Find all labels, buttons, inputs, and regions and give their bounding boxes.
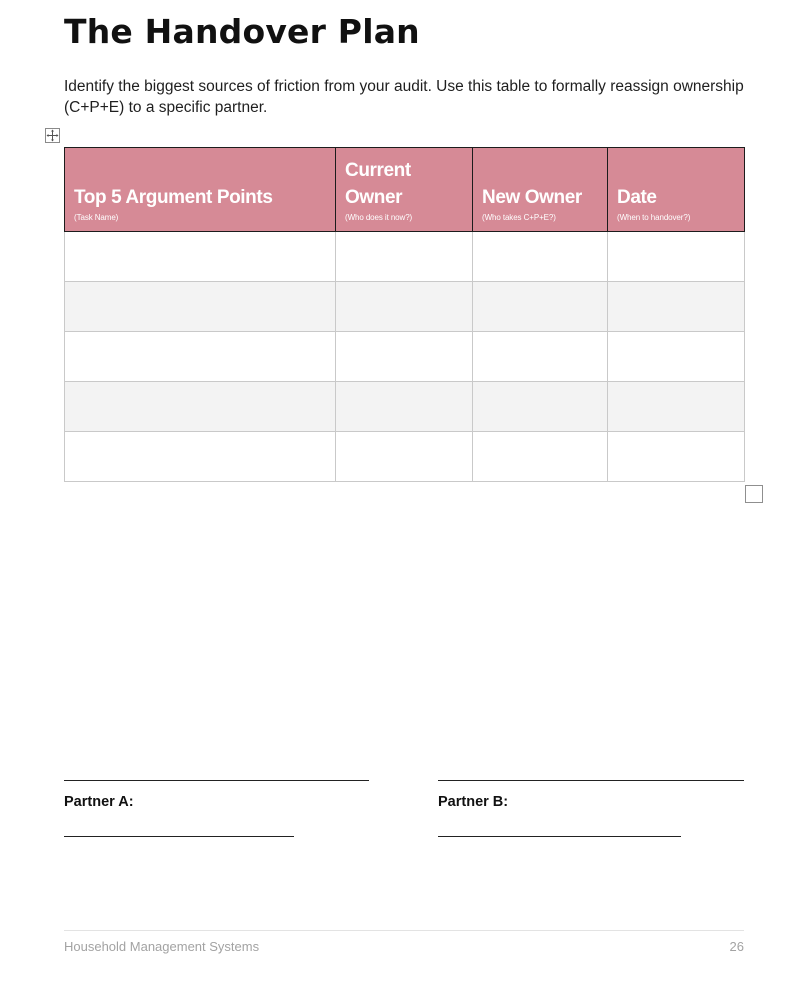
signature-line-partner-b [438,780,744,781]
table-cell[interactable] [336,382,473,432]
table-cell[interactable] [65,382,336,432]
table-header-row [65,148,745,232]
column-subtitle: (Who takes C+P+E?) [482,213,556,222]
table-cell[interactable] [65,232,336,282]
date-line-partner-b [438,836,681,837]
column-header-current-owner [336,148,473,232]
column-title: New Owner [482,187,582,208]
table-cell[interactable] [65,282,336,332]
table-cell[interactable] [608,432,745,482]
table-cell[interactable] [336,432,473,482]
date-line-partner-a [64,836,294,837]
table-cell[interactable] [336,282,473,332]
table-cell[interactable] [65,332,336,382]
column-header-new-owner [473,148,608,232]
column-subtitle: (Who does it now?) [345,213,413,222]
table-cell[interactable] [608,282,745,332]
table-row [65,432,745,482]
table-cell[interactable] [473,332,608,382]
column-title: Date [617,187,657,208]
column-header-date [608,148,745,232]
table-cell[interactable] [336,232,473,282]
page-title: The Handover Plan [64,12,420,51]
table-row [65,232,745,282]
handover-table [64,147,745,482]
table-cell[interactable] [65,432,336,482]
table-cell[interactable] [608,382,745,432]
column-header-argument-points [65,148,336,232]
move-arrows-icon [46,129,59,142]
column-subtitle: (Task Name) [74,213,119,222]
intro-paragraph: Identify the biggest sources of friction from your audit. Use this table to formally reassign ownership (C+P+E) to a specific partner. [64,78,744,116]
partner-b-label: Partner B: [438,794,509,810]
table-cell[interactable] [473,232,608,282]
footer-publication-name: Household Management Systems [64,939,260,954]
table-cell[interactable] [473,282,608,332]
partner-a-label: Partner A: [64,794,134,810]
table-cell[interactable] [608,232,745,282]
footer-divider [64,930,744,931]
table-row [65,332,745,382]
table-move-handle-icon[interactable] [45,128,60,143]
page-number: 26 [729,939,744,954]
table-cell[interactable] [608,332,745,382]
column-title: Top 5 Argument Points [74,187,273,208]
table-resize-handle-icon[interactable] [745,485,763,503]
table-cell[interactable] [473,382,608,432]
column-title: Current Owner [345,160,411,208]
table-cell[interactable] [473,432,608,482]
table-cell[interactable] [336,332,473,382]
column-subtitle: (When to handover?) [617,213,691,222]
signature-line-partner-a [64,780,369,781]
table-row [65,382,745,432]
table-row [65,282,745,332]
